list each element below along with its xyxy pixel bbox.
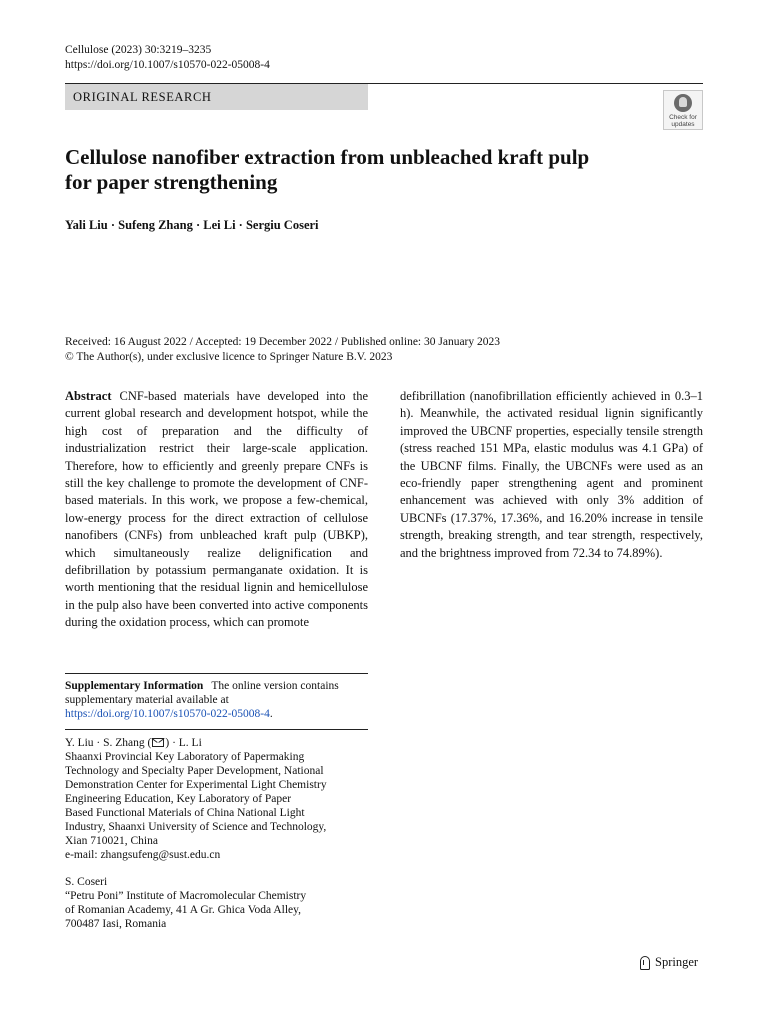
affiliation-1-line: Shaanxi Provincial Key Laboratory of Papermaking	[65, 751, 305, 763]
springer-horse-icon	[640, 956, 650, 970]
article-type-banner: ORIGINAL RESEARCH	[65, 84, 368, 110]
affiliation-1-names-a: Y. Liu · S. Zhang (	[65, 737, 152, 749]
affiliation-2-author: S. Coseri	[65, 876, 108, 888]
affiliation-1-line: Technology and Specialty Paper Development, National	[65, 765, 324, 777]
supplementary-info	[65, 679, 368, 721]
abstract-heading: Abstract	[65, 389, 112, 403]
article-title	[65, 145, 685, 195]
abstract-left-column	[65, 388, 368, 632]
publisher-name: Springer	[655, 955, 699, 969]
affiliation-1-line: Industry, Shaanxi University of Science and Technology,	[65, 821, 327, 833]
footnote-rule	[65, 673, 368, 674]
affiliation-1-line: Based Functional Materials of China National Light	[65, 807, 305, 819]
envelope-icon	[152, 738, 164, 747]
affiliation-1-authors	[65, 736, 368, 750]
title-line-2: for paper strengthening	[65, 170, 278, 194]
affiliation-block-1	[65, 736, 368, 862]
check-badge-label-1: Check for	[669, 114, 697, 121]
author-list: Yali Liu · Sufeng Zhang · Lei Li · Sergiu Coseri	[65, 218, 319, 232]
affiliation-2-line: “Petru Poni” Institute of Macromolecular Chemistry	[65, 890, 307, 902]
publication-dates	[65, 335, 705, 365]
supplementary-link[interactable]: https://doi.org/10.1007/s10570-022-05008-4	[65, 708, 270, 720]
supplementary-text: The online version contains supplementary material available at	[65, 680, 339, 706]
check-badge-label-2: updates	[671, 121, 695, 128]
journal-citation: Cellulose (2023) 30:3219–3235	[65, 44, 212, 56]
supplementary-heading: Supplementary Information	[65, 680, 204, 692]
affiliation-1-line: Demonstration Center for Experimental Light Chemistry	[65, 779, 327, 791]
bookmark-icon	[674, 94, 692, 112]
affiliation-1-line: Engineering Education, Key Laboratory of Paper	[65, 793, 292, 805]
abstract-right-column: defibrillation (nanofibrillation efficiently achieved in 0.3–1 h). Meanwhile, the activated residual lignin significantly improved the UBCNF properties, especially tensile strength (stress reached 151 MPa, elastic modulus was 4.1 GPa) of the UBCNF films. Finally, the UBCNFs were used as an eco-friendly paper strengthening agent and prominent enhancement was achieved with only 3% addition of UBCNFs (17.37%, 17.36%, and 16.20% increase in tensile strength, breaking strength, and tear strength, respectively, and the brightness improved from 72.34 to 74.89%).	[400, 389, 703, 560]
corresponding-email[interactable]: e-mail: zhangsufeng@sust.edu.cn	[65, 849, 221, 861]
copyright-line: © The Author(s), under exclusive licence to Springer Nature B.V. 2023	[65, 351, 393, 363]
affiliation-2-line: 700487 Iasi, Romania	[65, 918, 167, 930]
supplementary-end: .	[269, 708, 273, 720]
publisher-logo	[640, 955, 698, 970]
doi-link[interactable]: https://doi.org/10.1007/s10570-022-05008-4	[65, 59, 270, 71]
affiliation-1-line: Xian 710021, China	[65, 835, 158, 847]
abstract-text-left: CNF-based materials have developed into the current global research and development hotspot, while the high cost of preparation and the difficulty of industrialization restrict their large-scale application. Therefore, how to efficiently and greenly prepare CNFs is still the key challenge to promote the development of CNF-based materials. In this work, we propose a few-chemical, low-energy process for the direct extraction of cellulose nanofibers (CNFs) from unbleached kraft pulp (UBKP), which simultaneously realize delignification and defibrillation by potassium permanganate oxidation. It is worth mentioning that the residual lignin and hemicellulose in the pulp also have been converted into active components during the oxidation process, which can promote	[65, 389, 368, 630]
affiliation-2-line: of Romanian Academy, 41 A Gr. Ghica Voda Alley,	[65, 904, 302, 916]
title-line-1: Cellulose nanofiber extraction from unbleached kraft pulp	[65, 145, 590, 169]
affiliation-rule	[65, 729, 368, 730]
affiliation-1-names-b: ) · L. Li	[165, 737, 202, 749]
check-for-updates-badge[interactable]	[663, 90, 703, 130]
dates-line: Received: 16 August 2022 / Accepted: 19 December 2022 / Published online: 30 January 2023	[65, 336, 501, 348]
affiliation-block-2	[65, 875, 368, 931]
